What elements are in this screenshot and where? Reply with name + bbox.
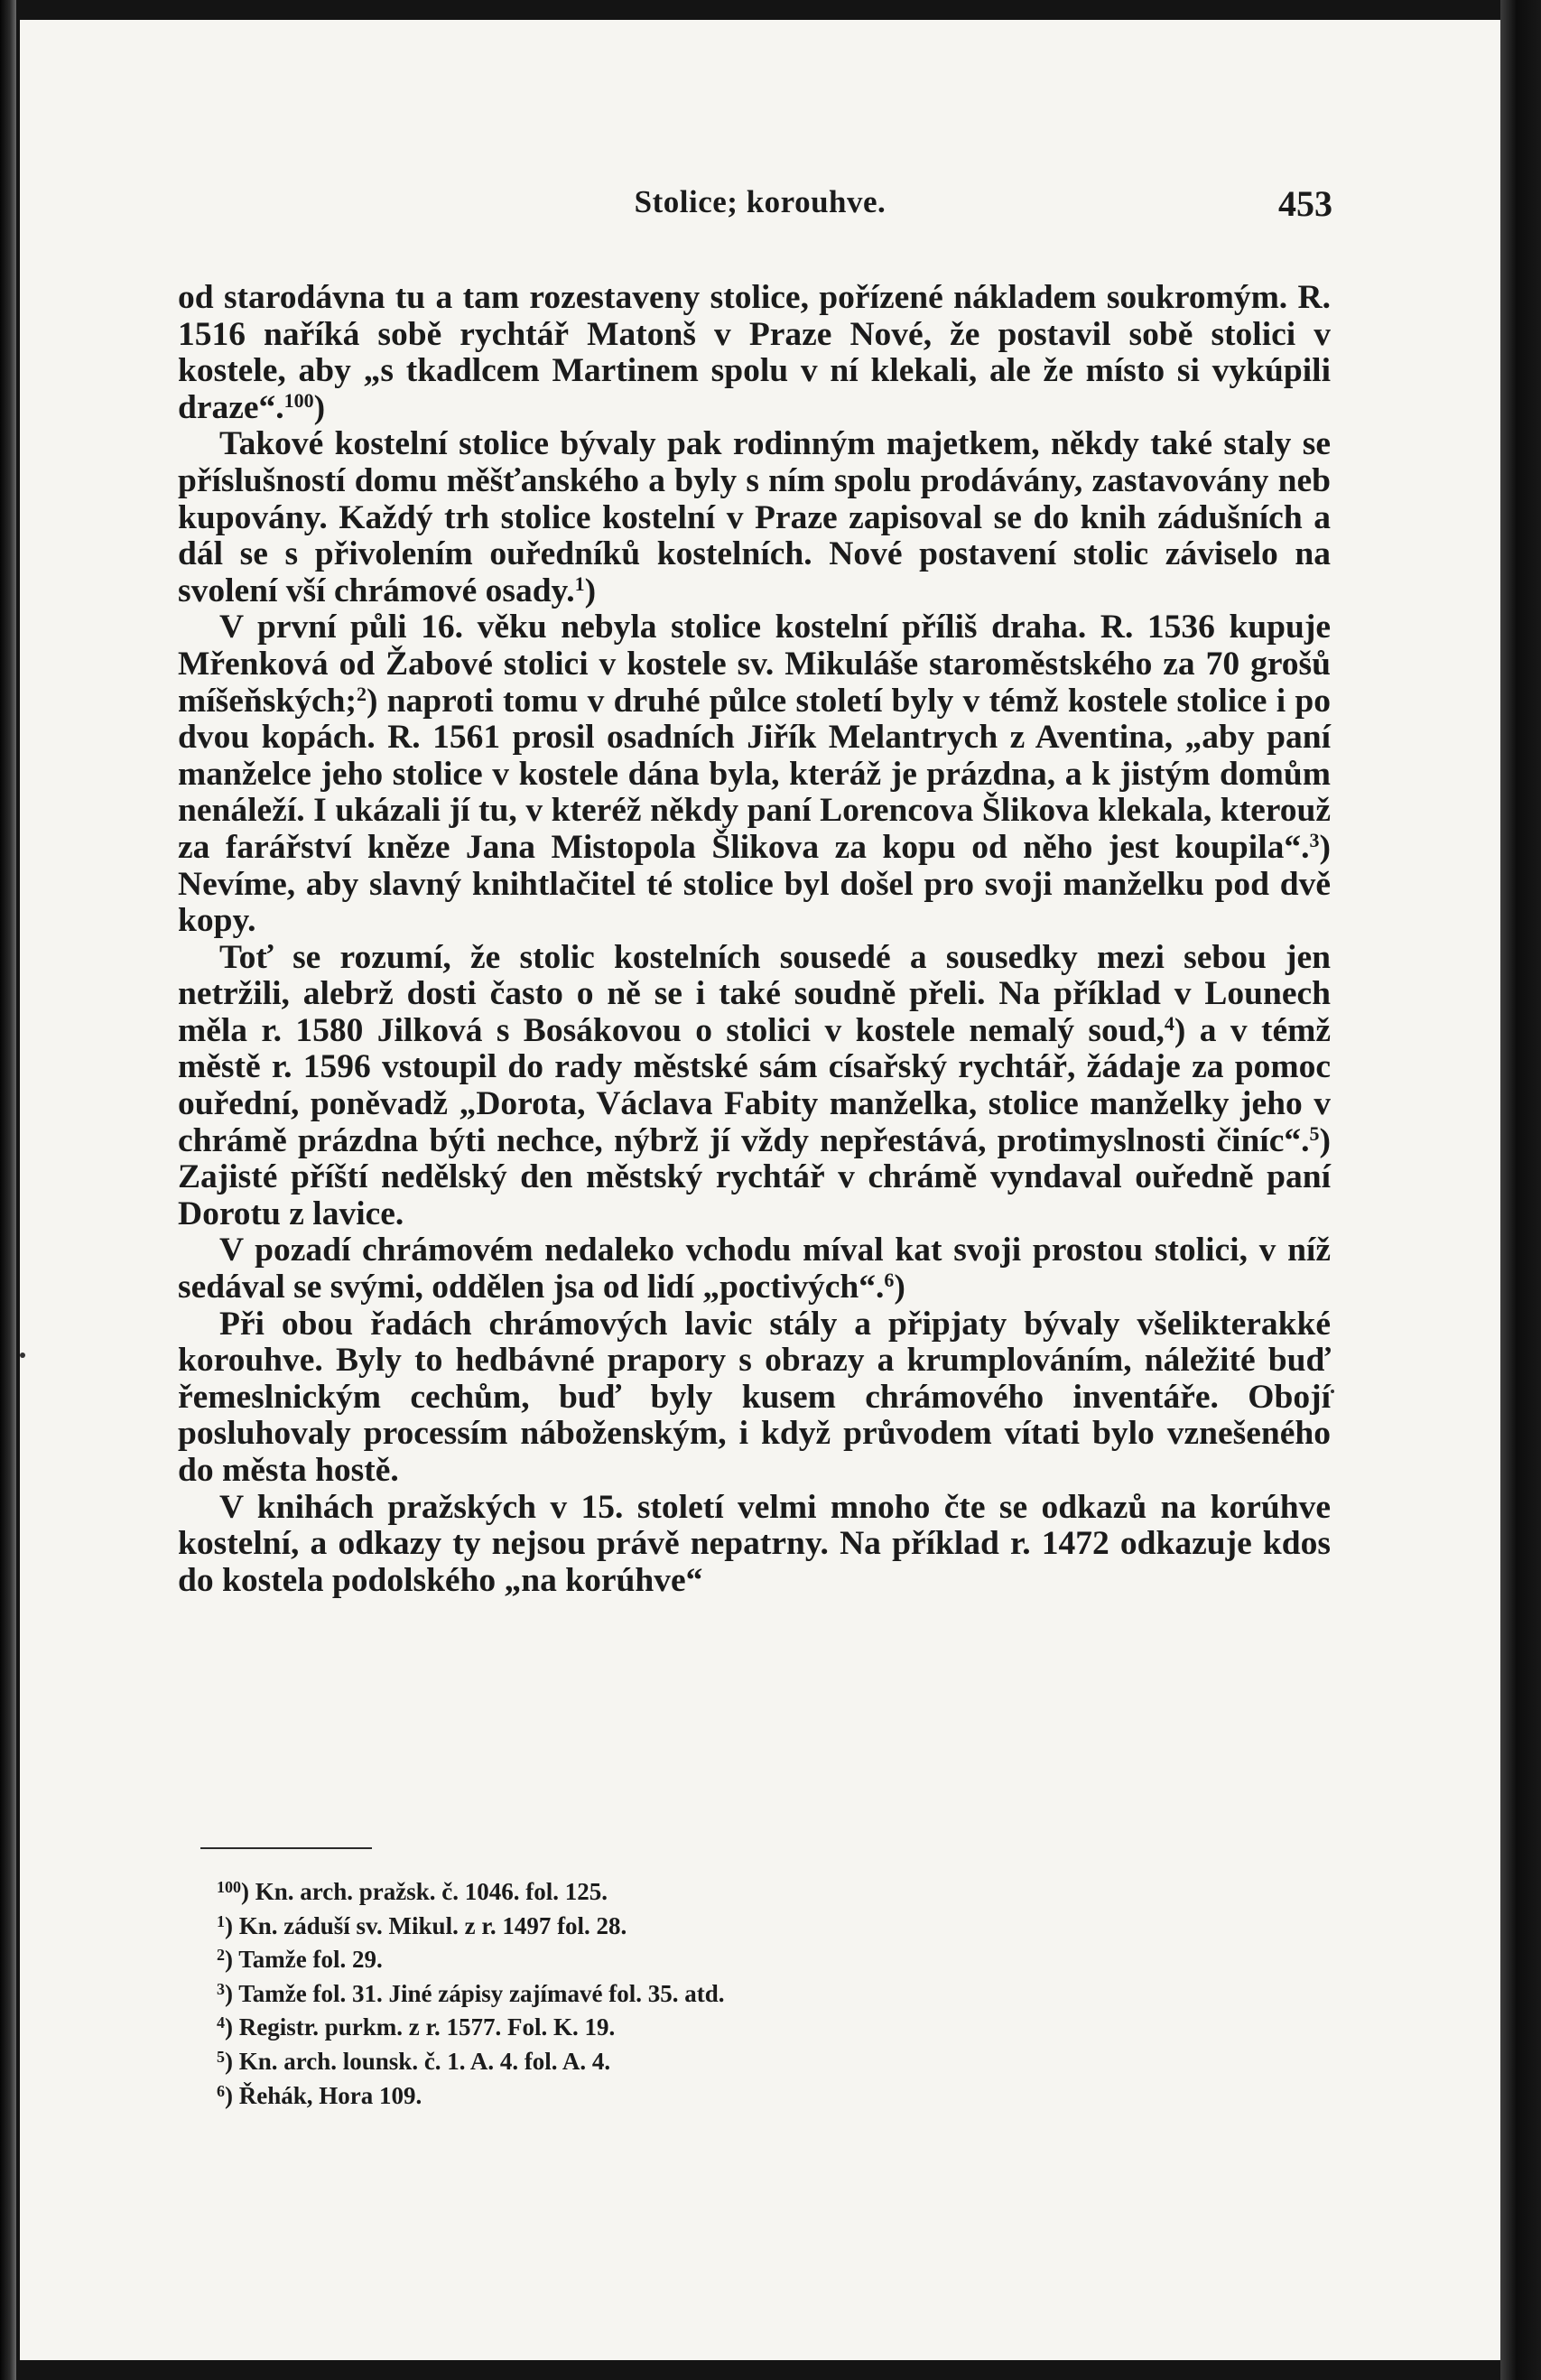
paragraph-text: od starodávna tu a tam rozestaveny stolice, pořízené nákladem soukromým. R. 1516 naříká sobě rychtář Matonš v Praze Nové, že postavil sobě stolici v kostele, aby „s tkadlcem Martinem spolu v ní klekali, ale že místo si vykúpili draze“.	[178, 279, 1331, 426]
paragraph	[178, 940, 1331, 1233]
footnote-reference: 6	[884, 1269, 895, 1292]
footnotes	[217, 1873, 1119, 2110]
footnote-separator	[200, 1847, 372, 1849]
running-title: Stolice; korouhve.	[634, 184, 887, 219]
footnote-mark: 6	[217, 2081, 225, 2100]
body-text	[178, 280, 1331, 1599]
footnote-mark: 2	[217, 1946, 225, 1965]
footnote-text: Kn. arch. pražsk. č. 1046. fol. 125.	[255, 1878, 608, 1905]
footnote	[217, 1873, 1119, 1907]
footnote-reference: 2	[356, 682, 367, 705]
paragraph	[178, 1490, 1331, 1600]
footnote-mark-paren: )	[225, 2081, 239, 2109]
paragraph	[178, 609, 1331, 939]
footnote-text: Registr. purkm. z r. 1577. Fol. K. 19.	[238, 2013, 616, 2041]
footnote	[217, 1940, 1119, 1975]
footnote-text: Tamže fol. 29.	[238, 1946, 383, 1974]
paragraph-text: ) Nevíme, aby slavný knihtlačitel té stolice byl došel pro svoji manželku pod dvě kopy.	[178, 828, 1331, 940]
paragraph-text: )	[584, 572, 597, 609]
footnote-text: Kn. arch. lounsk. č. 1. A. 4. fol. A. 4.	[238, 2047, 611, 2075]
footnote-mark: 1	[217, 1911, 225, 1930]
footnote-mark-paren: )	[241, 1878, 255, 1905]
paragraph-text: V pozadí chrámovém nedaleko vchodu míval kat svoji prostou stolici, v níž sedával se svými, oddělen jsa od lidí „poctivých“.	[178, 1232, 1331, 1306]
book-page	[20, 20, 1500, 2360]
footnote-text: Tamže fol. 31. Jiné zápisy zajímavé fol. 35. atd.	[238, 1979, 725, 2007]
footnote	[217, 2077, 1119, 2111]
footnote-reference: 4	[1164, 1011, 1174, 1035]
footnote-mark: 100	[217, 1878, 241, 1896]
footnote-mark-paren: )	[225, 2047, 239, 2075]
paragraph-text: Při obou řadách chrámových lavic stály a připjaty bývaly všelikterakké korouhve. Byly to hedbávné prapory s obrazy a krumplováním, náležité buď řemeslnickým cechům, buď byly kusem chrámového inventáře. Obojí posluhovaly processím náboženským, i když průvodem vítati bylo vznešeného do města hostě.	[178, 1305, 1331, 1489]
footnote-mark-paren: )	[225, 1911, 239, 1939]
print-speck	[20, 1353, 25, 1358]
footnote	[217, 1975, 1119, 2009]
paragraph	[178, 1306, 1331, 1490]
book-binding-edge	[0, 0, 16, 2380]
footnote-mark: 4	[217, 2013, 225, 2032]
footnote-reference: 1	[574, 572, 585, 595]
footnote-reference: 100	[283, 388, 314, 412]
footnote-mark-paren: )	[225, 2013, 239, 2041]
paragraph-text: ) naproti tomu v druhé půlce století byly v témž kostele stolice i po dvou kopách. R. 1561 prosil osadních Jiřík Melantrych z Aventina, „aby paní manželce jeho stolice v kostele dána byla, kteráž je prázdna, a k jistým domům nenáleží. I ukázali jí tu, v kteréž někdy paní Lorencova Šlikova klekala, kterouž za farářství kněze Jana Mistopola Šlikova za kopu od něho jest koupila“.	[178, 682, 1331, 866]
paragraph-text: Toť se rozumí, že stolic kostelních sousedé a sousedky mezi sebou jen netržili, alebrž dosti často o ně se i také soudně přeli. Na příklad v Lounech měla r. 1580 Jilková s Bosákovou o stolici v kostele nemalý soud,	[178, 938, 1331, 1049]
paragraph	[178, 426, 1331, 609]
paragraph	[178, 280, 1331, 426]
paragraph	[178, 1232, 1331, 1306]
footnote-text: Kn. záduší sv. Mikul. z r. 1497 fol. 28.	[238, 1911, 627, 1939]
paragraph-text: V knihách pražských v 15. století velmi mnoho čte se odkazů na korúhve kostelní, a odkazy ty nejsou právě nepatrny. Na příklad r. 1472 odkazuje kdos do kostela podolského „na korúhve“	[178, 1488, 1331, 1599]
footnote	[217, 2042, 1119, 2077]
footnote-reference: 3	[1309, 828, 1320, 851]
paragraph-text: )	[894, 1269, 905, 1306]
paragraph-text: V první půli 16. věku nebyla stolice kostelní příliš draha. R. 1536 kupuje Mřenková od Žabové stolici v kostele sv. Mikuláše staroměstského za 70 grošů míšeňských;	[178, 609, 1331, 720]
footnote-mark-paren: )	[225, 1979, 239, 2007]
paragraph-text: ) Zajisté příští nedělský den městský rychtář v chrámě vyndaval ouředně paní Dorotu z lavice.	[178, 1121, 1331, 1232]
footnote	[217, 1907, 1119, 1941]
print-speck	[1331, 1390, 1334, 1393]
footnote-mark: 3	[217, 1979, 225, 1998]
footnote-reference: 5	[1309, 1121, 1320, 1145]
page-header	[20, 184, 1500, 229]
page-number: 453	[1278, 183, 1332, 224]
paragraph-text: Takové kostelní stolice bývaly pak rodinným majetkem, někdy také staly se příslušností domu měšťanského a byly s ním spolu prodávány, zastavovány neb kupovány. Každý trh stolice kostelní v Praze zapisoval se do knih zádušních a dál se s přivolením ouředníků kostelních. Nové postavení stolic záviselo na svolení vší chrámové osady.	[178, 425, 1331, 609]
paragraph-text: )	[313, 388, 326, 426]
footnote-mark-paren: )	[225, 1946, 239, 1974]
footnote-text: Řehák, Hora 109.	[238, 2081, 422, 2109]
page-edge-shadow	[1500, 0, 1541, 2380]
footnote-mark: 5	[217, 2047, 225, 2066]
footnote	[217, 2008, 1119, 2042]
paragraph-text: ) a v témž městě r. 1596 vstoupil do rady městské sám císařský rychtář, žádaje za pomoc ouřední, poněvadž „Dorota, Václava Fabity manželka, stolice manželky jeho v chrámě prázdna býti nechce, nýbrž jí vždy nepřestává, protimyslnosti činíc“.	[178, 1011, 1331, 1159]
